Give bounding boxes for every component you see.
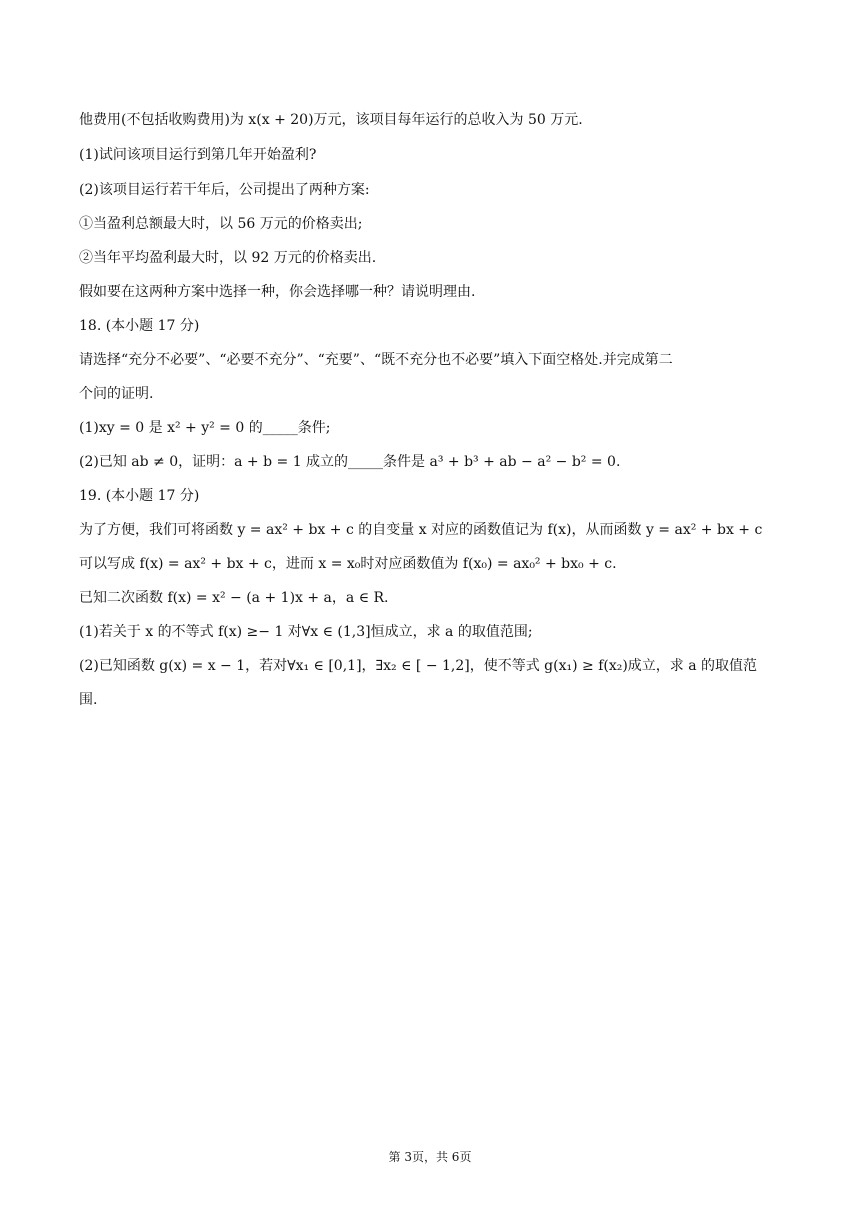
text-line-9: 个问的证明. [79,386,154,402]
text-line-11: (2)已知 ab ≠ 0，证明：a + b = 1 成立的_____条件是 a³ + b³ + ab − a² − b² = 0. [79,454,621,470]
text-line-13: 为了方便，我们可将函数 y = ax² + bx + c 的自变量 x 对应的函数值记为 f(x)，从而函数 y = ax² + bx + c [79,522,763,538]
text-line-14: 可以写成 f(x) = ax² + bx + c，进而 x = x₀时对应函数值为 f(x₀) = ax₀² + bx₀ + c. [79,556,617,572]
page-footer: 第 3页，共 6页 [388,1150,472,1164]
text-line-6: 假如要在这两种方案中选择一种，你会选择哪一种？请说明理由. [79,284,476,300]
text-line-4: ①当盈利总额最大时，以 56 万元的价格卖出; [79,216,363,232]
text-line-10: (1)xy = 0 是 x² + y² = 0 的_____条件; [79,420,331,436]
text-line-3: (2)该项目运行若干年后，公司提出了两种方案: [79,182,370,198]
text-line-18: 围. [79,692,98,708]
text-line-5: ②当年平均盈利最大时，以 92 万元的价格卖出. [79,250,377,266]
question-18-heading: 18. (本小题 17 分) [79,318,200,334]
text-line-16: (1)若关于 x 的不等式 f(x) ≥− 1 对∀x ∈ (1,3]恒成立，求 a 的取值范围; [79,624,533,640]
text-line-8: 请选择“充分不必要”、“必要不充分”、“充要”、“既不充分也不必要”填入下面空格处.并完成第二 [79,352,673,368]
text-line-15: 已知二次函数 f(x) = x² − (a + 1)x + a，a ∈ R. [79,590,389,606]
text-line-1: 他费用(不包括收购费用)为 x(x + 20)万元，该项目每年运行的总收入为 50 万元. [79,112,583,128]
text-line-2: (1)试问该项目运行到第几年开始盈利? [79,147,317,163]
question-19-heading: 19. (本小题 17 分) [79,488,200,504]
text-line-17: (2)已知函数 g(x) = x − 1，若对∀x₁ ∈ [0,1]，∃x₂ ∈ [ − 1,2]，使不等式 g(x₁) ≥ f(x₂)成立，求 a 的取值范 [79,658,758,674]
